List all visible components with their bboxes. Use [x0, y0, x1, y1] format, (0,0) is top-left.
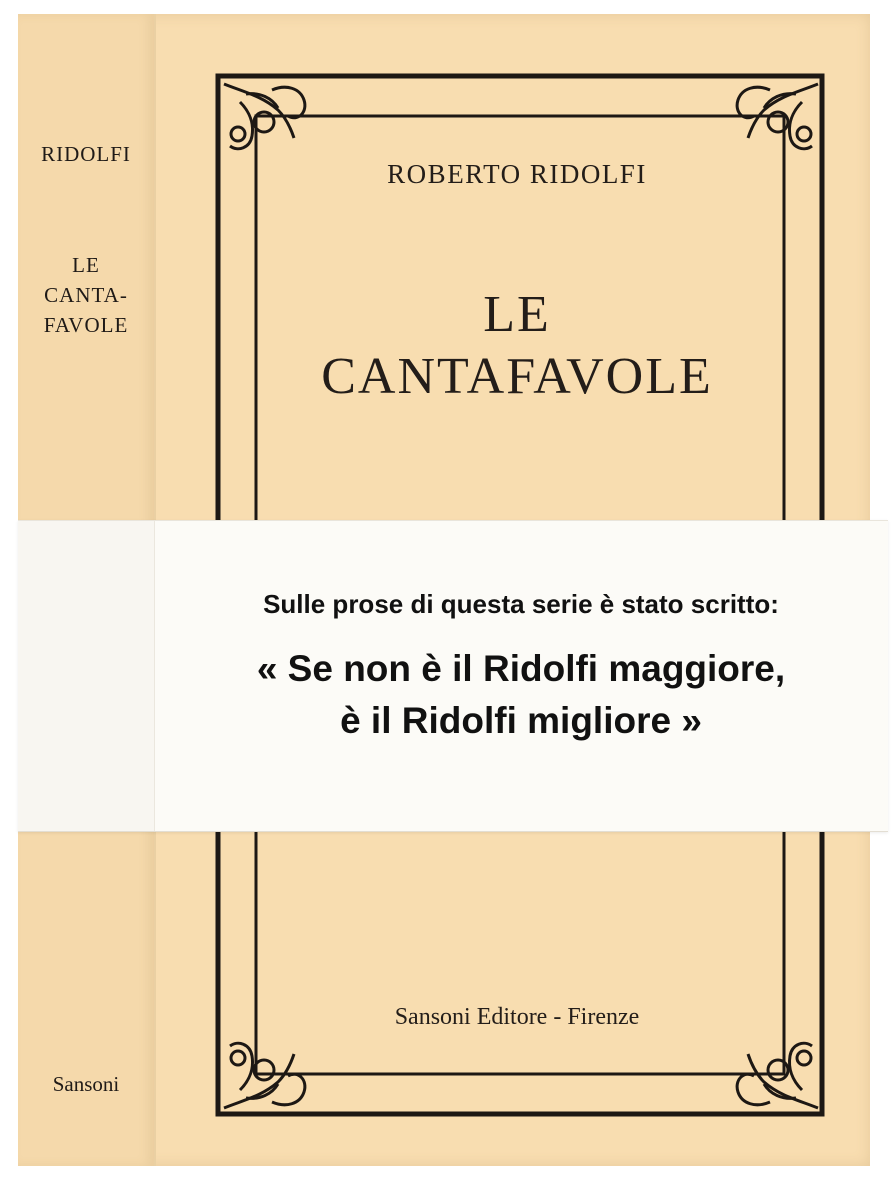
cover-title-line-1: LE: [483, 286, 551, 343]
cover-publisher: Sansoni Editore - Firenze: [394, 1004, 640, 1030]
cover-title: [154, 284, 880, 408]
band-quote-line-1: « Se non è il Ridolfi maggiore,: [256, 648, 786, 689]
cover-author: ROBERTO RIDOLFI: [387, 159, 647, 189]
band-intro-text: Sulle prose di questa serie è stato scritto:: [263, 589, 779, 619]
band-quote: [154, 643, 888, 747]
cover-title-line-2: CANTAFAVOLE: [321, 348, 713, 405]
band-quote-line-2: è il Ridolfi migliore »: [340, 700, 702, 741]
book-cover: [18, 14, 870, 1166]
spine-publisher: Sansoni: [52, 1072, 120, 1096]
spine-title: LE CANTA- FAVOLE: [43, 253, 129, 337]
corner-ornament-bottom-left: [224, 1043, 305, 1108]
corner-ornament-bottom-right: [737, 1043, 818, 1108]
spine-author: RIDOLFI: [41, 142, 131, 166]
promotional-band: [18, 520, 888, 832]
band-fold: [18, 521, 155, 831]
